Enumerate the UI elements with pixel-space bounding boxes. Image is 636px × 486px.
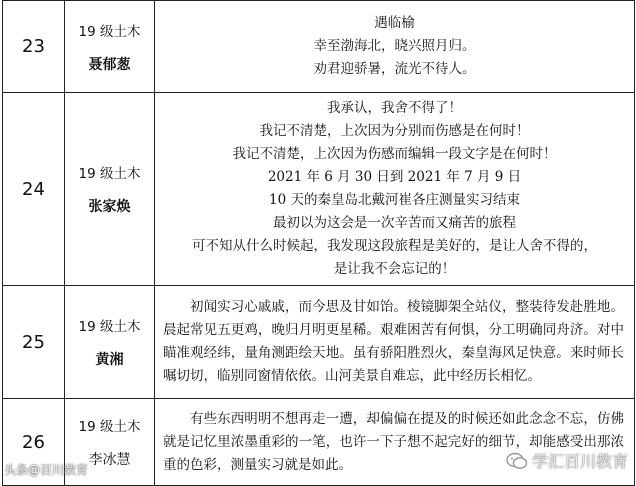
reflection-paragraph: 有些东西明明不想再走一遭，却偏偏在提及的时候还如此念念不忘，仿佛就是记忆里浓墨重彩的一笔，也许一下子想不起完好的细节，却能感受出那浓重的色彩，测量实习就是如此。 [163, 410, 624, 473]
text-line: 我记不清楚，上次因为分别而伤感是在何时！ [259, 123, 530, 139]
student-name: 聂郁葱 [88, 56, 131, 73]
student-name: 李冰慧 [88, 452, 131, 468]
row-number: 26 [3, 399, 65, 486]
student-info [65, 1, 155, 93]
student-info [65, 93, 155, 286]
student-name: 黄湘 [95, 352, 124, 368]
row-number: 24 [3, 93, 65, 286]
student-major: 19 级土木 [78, 23, 141, 40]
reflection-paragraph: 初闻实习心戚戚，而今思及甘如饴。棱镜脚架全站仪，整装待发赴胜地。晨起常见五更鸡，晚归月明更星稀。艰难困苦有何惧，分工明确同舟济。对中瞄准观经纬，量角测距绘天地。虽有骄阳胜烈火，秦皇海风足快意。来时师长嘱切切，临别同窗情依依。山河美景自难忘，此中经历长相忆。 [163, 299, 624, 384]
text-line: 我承认，我舍不得了！ [327, 100, 462, 116]
watermark-right-text: 学汇百川教育 [531, 452, 628, 471]
reflection-cell [155, 399, 635, 486]
row-number: 25 [3, 286, 65, 399]
poem-title: 遇临榆 [374, 15, 415, 31]
text-line: 最初以为这会是一次辛苦而又痛苦的旅程 [273, 215, 516, 231]
wechat-icon [506, 452, 528, 470]
student-major: 19 级土木 [78, 319, 141, 335]
student-reflection-table [2, 0, 635, 486]
table-row [3, 399, 635, 486]
student-info [65, 286, 155, 399]
text-line: 我记不清楚，上次因为伤感而编辑一段文字是在何时！ [232, 146, 557, 162]
student-name: 张家焕 [88, 199, 131, 215]
reflection-cell [155, 93, 635, 286]
student-major: 19 级土木 [78, 419, 141, 435]
text-line: 幸至渤海北，晓兴照月归。 [313, 38, 476, 54]
table-row [3, 93, 635, 286]
text-line: 2021 年 6 月 30 日到 2021 年 7 月 9 日 [267, 169, 522, 185]
row-number: 23 [3, 1, 65, 93]
reflection-cell [155, 1, 635, 93]
watermark-left: 头条@百川教育 [4, 463, 89, 477]
reflection-cell [155, 286, 635, 399]
watermark-right [506, 449, 628, 472]
student-major: 19 级土木 [78, 166, 141, 182]
table-row [3, 1, 635, 93]
text-line: 10 天的秦皇岛北戴河崔各庄测量实习结束 [269, 192, 520, 208]
text-line: 劝君迎骄暑，流光不待人。 [313, 61, 476, 77]
text-line: 是让我不会忘记的！ [333, 261, 456, 277]
text-line: 可不知从什么时候起，我发现这段旅程是美好的，是让人舍不得的， [192, 238, 597, 254]
table-row [3, 286, 635, 399]
